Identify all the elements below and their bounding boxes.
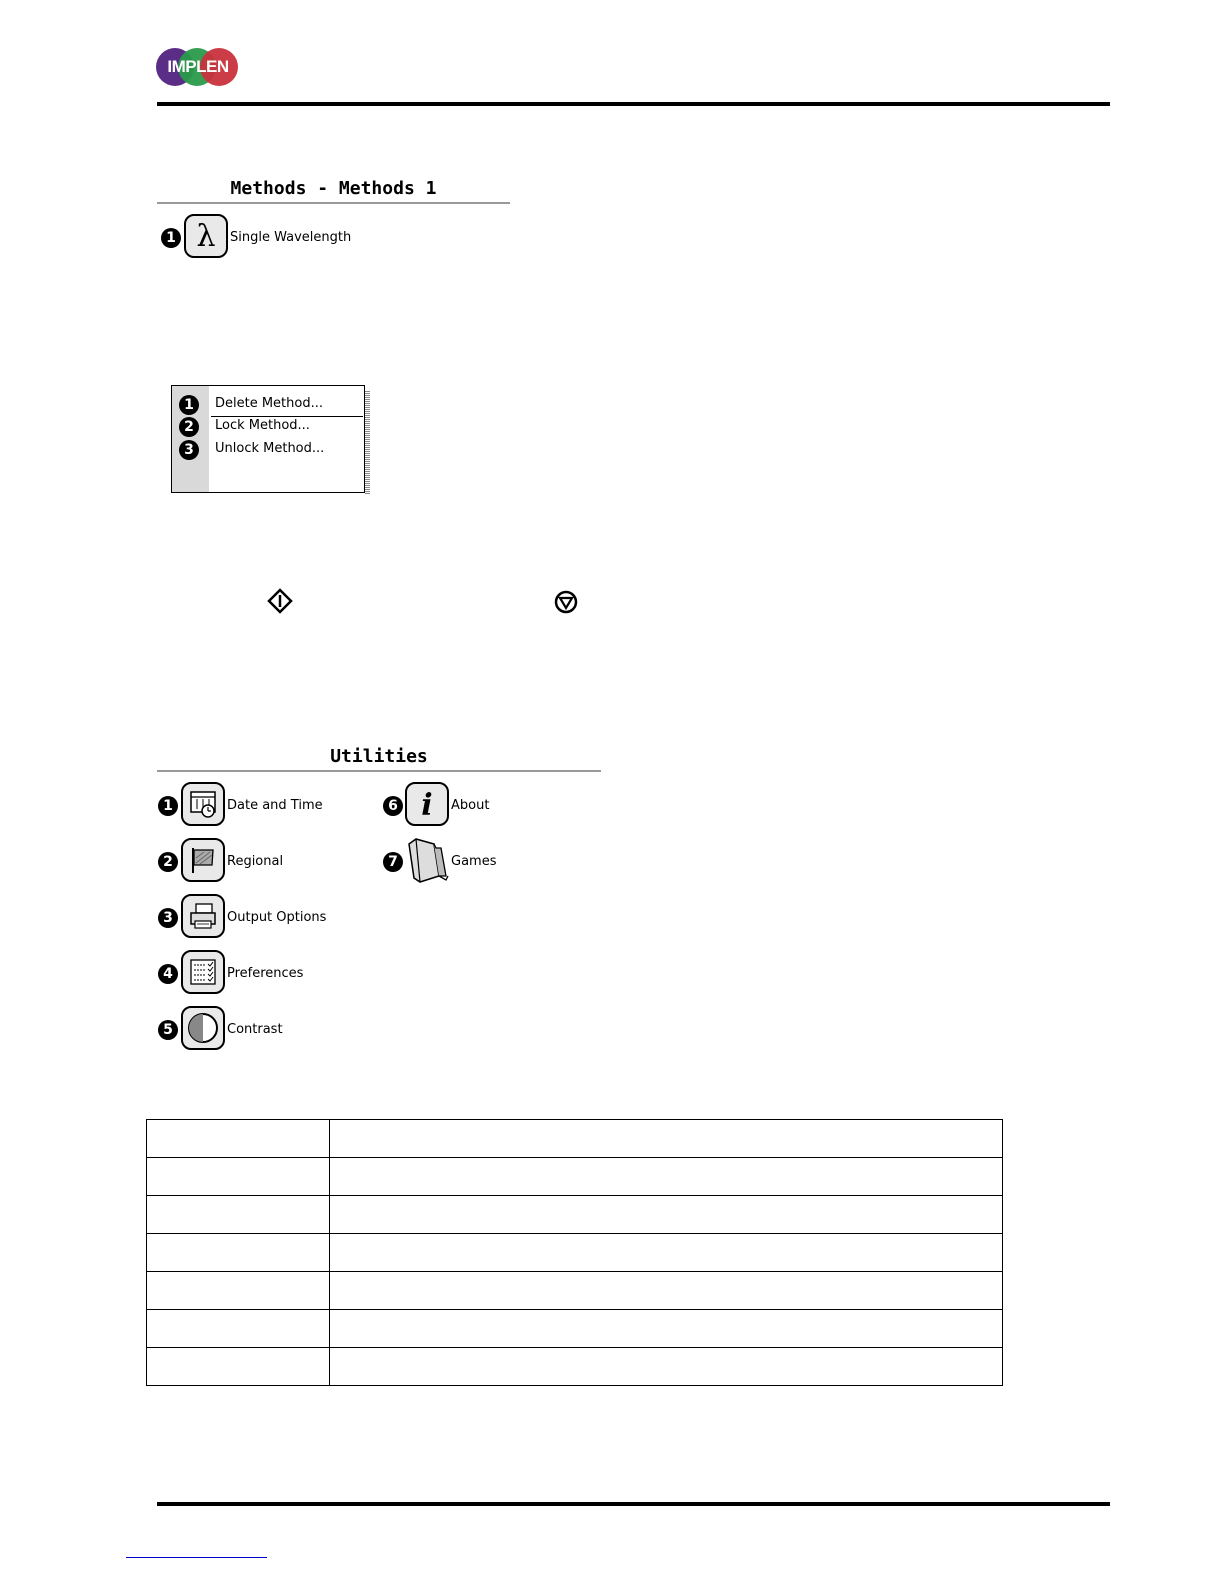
table-cell [147,1310,330,1348]
methods-screen-title: Methods - Methods 1 [157,178,510,204]
svg-text:i: i [421,788,433,820]
single-wavelength-button[interactable] [184,214,228,258]
lambda-icon [191,220,221,252]
callout-number: 4 [158,964,178,984]
callout-number: 1 [158,796,178,816]
contrast-button[interactable] [181,1006,225,1050]
table-cell [147,1120,330,1158]
output-options-button[interactable] [181,894,225,938]
about-label: About [451,798,490,813]
circle-stop-icon [554,590,578,614]
callout-number: 1 [161,228,181,248]
callout-number: 6 [383,796,403,816]
table-cell [330,1196,1003,1234]
menu-item-unlock-method[interactable]: Unlock Method... [215,441,325,456]
footer-link-underline [126,1557,267,1558]
date-and-time-label: Date and Time [227,798,323,813]
date-and-time-button[interactable] [181,782,225,826]
flag-icon [188,845,218,875]
regional-label: Regional [227,854,284,869]
callout-number: 3 [179,440,199,460]
checklist-icon [188,957,218,987]
table-cell [147,1348,330,1386]
diamond-start-icon [267,588,293,614]
callout-number: 5 [158,1020,178,1040]
table-cell [147,1234,330,1272]
table-row [147,1272,1003,1310]
folder-icon[interactable] [406,836,452,884]
utilities-screen-title: Utilities [157,746,601,772]
table-row [147,1348,1003,1386]
callout-number: 3 [158,908,178,928]
menu-item-delete-method[interactable]: Delete Method... [215,396,323,411]
contrast-icon [187,1012,219,1044]
svg-text:λ: λ [196,220,216,252]
table-cell [330,1348,1003,1386]
table-cell [330,1234,1003,1272]
single-wavelength-label: Single Wavelength [230,230,352,245]
logo-text: IMPLEN [167,57,229,76]
contrast-label: Contrast [227,1022,283,1037]
implen-logo [156,48,240,88]
callout-number: 2 [179,417,199,437]
header-rule [157,102,1110,106]
table-cell [330,1272,1003,1310]
games-label: Games [451,854,497,869]
table-row [147,1310,1003,1348]
footer-rule [157,1502,1110,1506]
callout-number: 1 [179,395,199,415]
callout-number: 2 [158,852,178,872]
table-cell [330,1120,1003,1158]
table-row [147,1158,1003,1196]
empty-table [146,1119,1003,1386]
table-row [147,1234,1003,1272]
preferences-label: Preferences [227,966,304,981]
table-cell [330,1310,1003,1348]
output-options-label: Output Options [227,910,327,925]
table-cell [147,1158,330,1196]
printer-icon [188,901,218,931]
method-menu [171,385,365,493]
menu-item-lock-method[interactable]: Lock Method... [215,418,310,433]
table-row [147,1196,1003,1234]
table-row [147,1120,1003,1158]
menu-separator [211,416,363,417]
table-cell [330,1158,1003,1196]
table-cell [147,1272,330,1310]
table-cell [147,1196,330,1234]
regional-button[interactable] [181,838,225,882]
preferences-button[interactable] [181,950,225,994]
calendar-clock-icon [188,789,218,819]
callout-number: 7 [383,852,403,872]
about-button[interactable] [405,782,449,826]
info-icon [412,788,442,820]
